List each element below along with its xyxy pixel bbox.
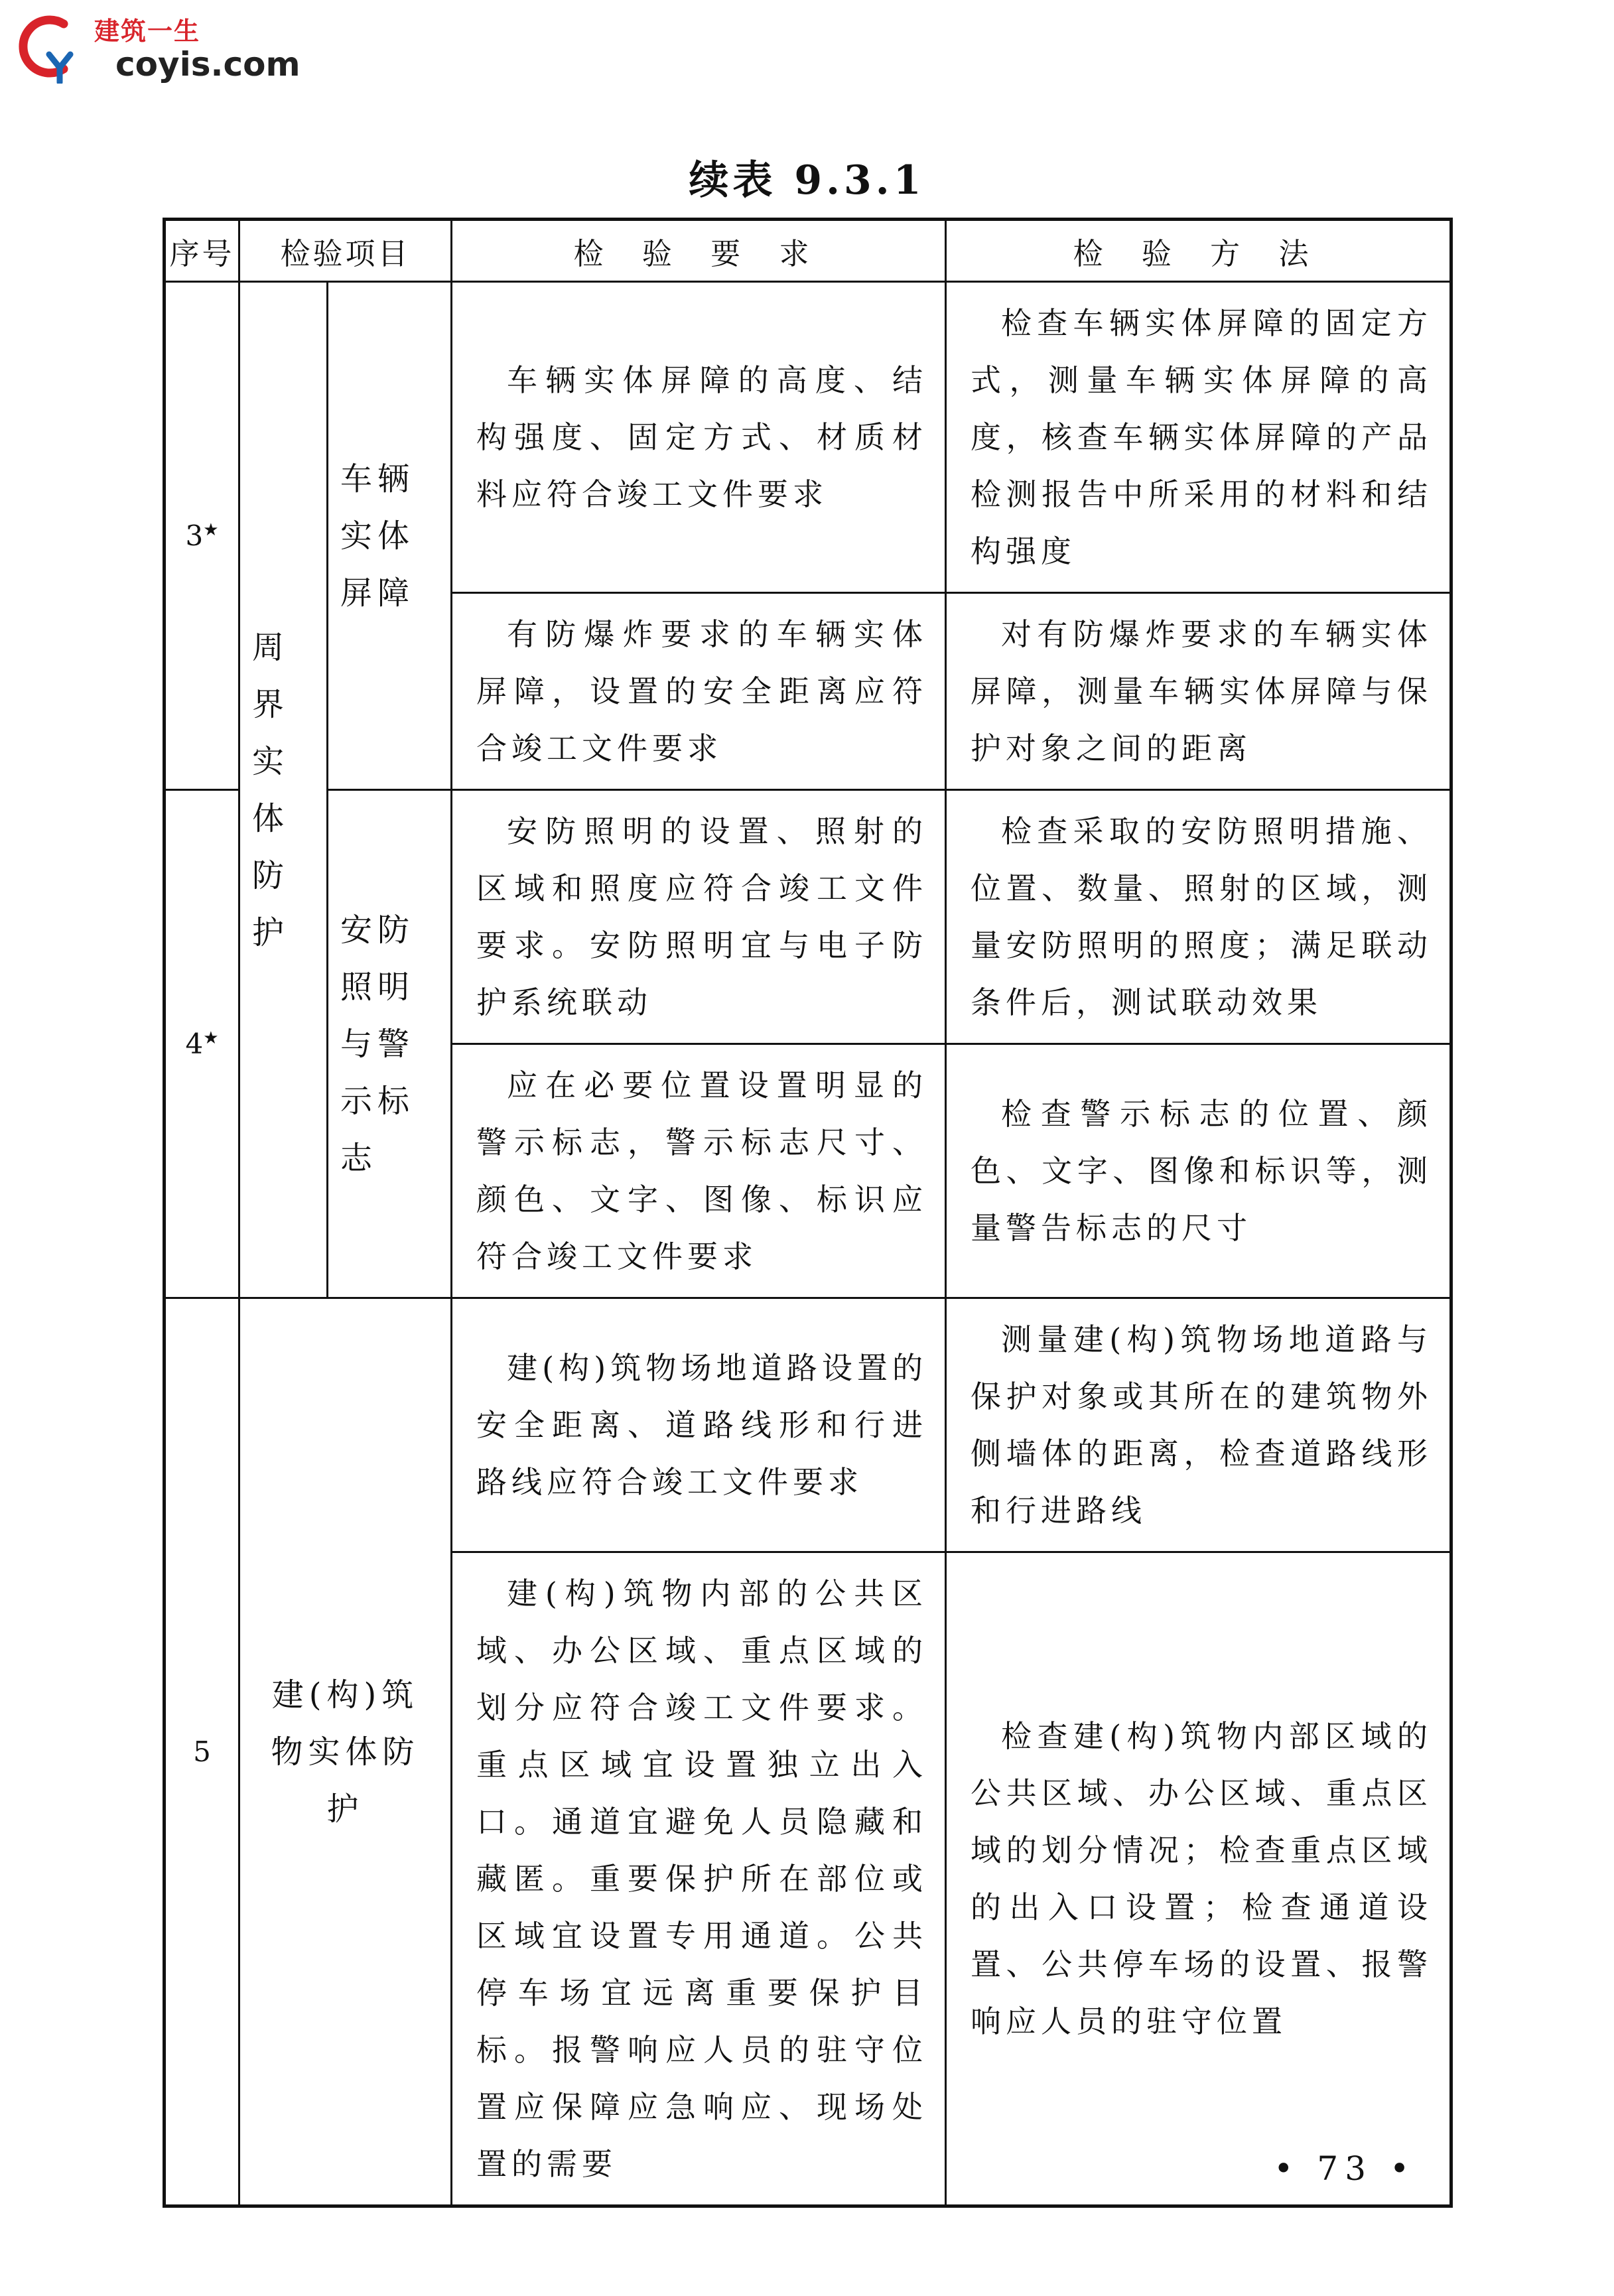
method-cell bbox=[946, 1044, 1451, 1298]
requirement-text: 车辆实体屏障的高度、结构强度、固定方式、材质材料应符合竣工文件要求 bbox=[476, 362, 928, 512]
table-title: 续表 9.3.1 bbox=[689, 157, 925, 204]
seq-number: 5 bbox=[193, 1735, 211, 1768]
requirement-text: 建(构)筑物场地道路设置的安全距离、道路线形和行进路线应符合竣工文件要求 bbox=[476, 1350, 928, 1500]
method-text: 检查警示标志的位置、颜色、文字、图像和标识等，测量警告标志的尺寸 bbox=[971, 1096, 1433, 1246]
sub-item-label: 安防照明与警示标志 bbox=[340, 911, 415, 1177]
group-perimeter-cell bbox=[239, 282, 328, 1298]
requirement-text: 安防照明的设置、照射的区域和照度应符合竣工文件要求。安防照明宜与电子防护系统联动 bbox=[476, 813, 928, 1020]
group-perimeter-label: 周界实体防护 bbox=[252, 628, 290, 951]
seq-number: 3 bbox=[185, 519, 204, 552]
requirement-text: 建(构)筑物内部的公共区域、办公区域、重点区域的划分应符合竣工文件要求。重点区域宜设置独立出入口。通道宜避免人员隐藏和藏匿。重要保护所在部位或区域宜设置专用通道。公共停车场宜远离重要保护目标。报警响应人员的驻守位置应保障应急响应、现场处置的需要 bbox=[476, 1576, 928, 2182]
table-row bbox=[165, 282, 1451, 593]
method-cell bbox=[946, 1552, 1451, 2206]
seq-number: 4 bbox=[185, 1028, 204, 1060]
requirement-cell bbox=[452, 1298, 946, 1552]
method-text: 检查采取的安防照明措施、位置、数量、照射的区域，测量安防照明的照度；满足联动条件后，测试联动效果 bbox=[971, 813, 1433, 1020]
watermark-site-name: 建筑一生 bbox=[94, 17, 201, 46]
method-text: 检查车辆实体屏障的固定方式，测量车辆实体屏障的高度，核查车辆实体屏障的产品检测报告中所采用的材料和结构强度 bbox=[971, 305, 1433, 569]
seq-cell bbox=[165, 790, 239, 1298]
inspection-table bbox=[163, 218, 1453, 2208]
sub-item-label: 车辆实体屏障 bbox=[340, 460, 415, 612]
requirement-cell bbox=[452, 790, 946, 1044]
method-cell bbox=[946, 1298, 1451, 1552]
site-logo-icon bbox=[9, 9, 82, 84]
requirement-cell bbox=[452, 1552, 946, 2206]
sub-item-cell bbox=[328, 282, 452, 790]
seq-star-mark: ★ bbox=[203, 1028, 219, 1048]
header-requirement: 检 验 要 求 bbox=[452, 220, 946, 282]
item-label: 建(构)筑物实体防护 bbox=[271, 1676, 420, 1828]
method-text: 检查建(构)筑物内部区域的公共区域、办公区域、重点区域的划分情况；检查重点区域的出入口设置；检查通道设置、公共停车场的设置、报警响应人员的驻守位置 bbox=[971, 1718, 1433, 2039]
table-header-row bbox=[165, 220, 1451, 282]
seq-cell bbox=[165, 1298, 239, 2206]
method-cell bbox=[946, 790, 1451, 1044]
header-method: 检 验 方 法 bbox=[946, 220, 1451, 282]
requirement-cell bbox=[452, 593, 946, 790]
item-cell bbox=[239, 1298, 452, 2206]
table-row bbox=[165, 1298, 1451, 1552]
method-cell bbox=[946, 282, 1451, 593]
seq-cell bbox=[165, 282, 239, 790]
header-item: 检验项目 bbox=[239, 220, 452, 282]
header-seq: 序号 bbox=[165, 220, 239, 282]
requirement-cell bbox=[452, 1044, 946, 1298]
requirement-cell bbox=[452, 282, 946, 593]
sub-item-cell bbox=[328, 790, 452, 1298]
watermark-site-url: coyis.com bbox=[115, 45, 301, 84]
method-cell bbox=[946, 593, 1451, 790]
page-number: • 73 • bbox=[1274, 2149, 1416, 2188]
table-row bbox=[165, 790, 1451, 1044]
seq-star-mark: ★ bbox=[203, 520, 219, 540]
requirement-text: 有防爆炸要求的车辆实体屏障，设置的安全距离应符合竣工文件要求 bbox=[476, 616, 928, 766]
method-text: 对有防爆炸要求的车辆实体屏障，测量车辆实体屏障与保护对象之间的距离 bbox=[971, 616, 1433, 766]
method-text: 测量建(构)筑物场地道路与保护对象或其所在的建筑物外侧墙体的距离，检查道路线形和行进路线 bbox=[971, 1321, 1433, 1528]
watermark bbox=[9, 5, 301, 88]
requirement-text: 应在必要位置设置明显的警示标志，警示标志尺寸、颜色、文字、图像、标识应符合竣工文件要求 bbox=[476, 1067, 928, 1274]
